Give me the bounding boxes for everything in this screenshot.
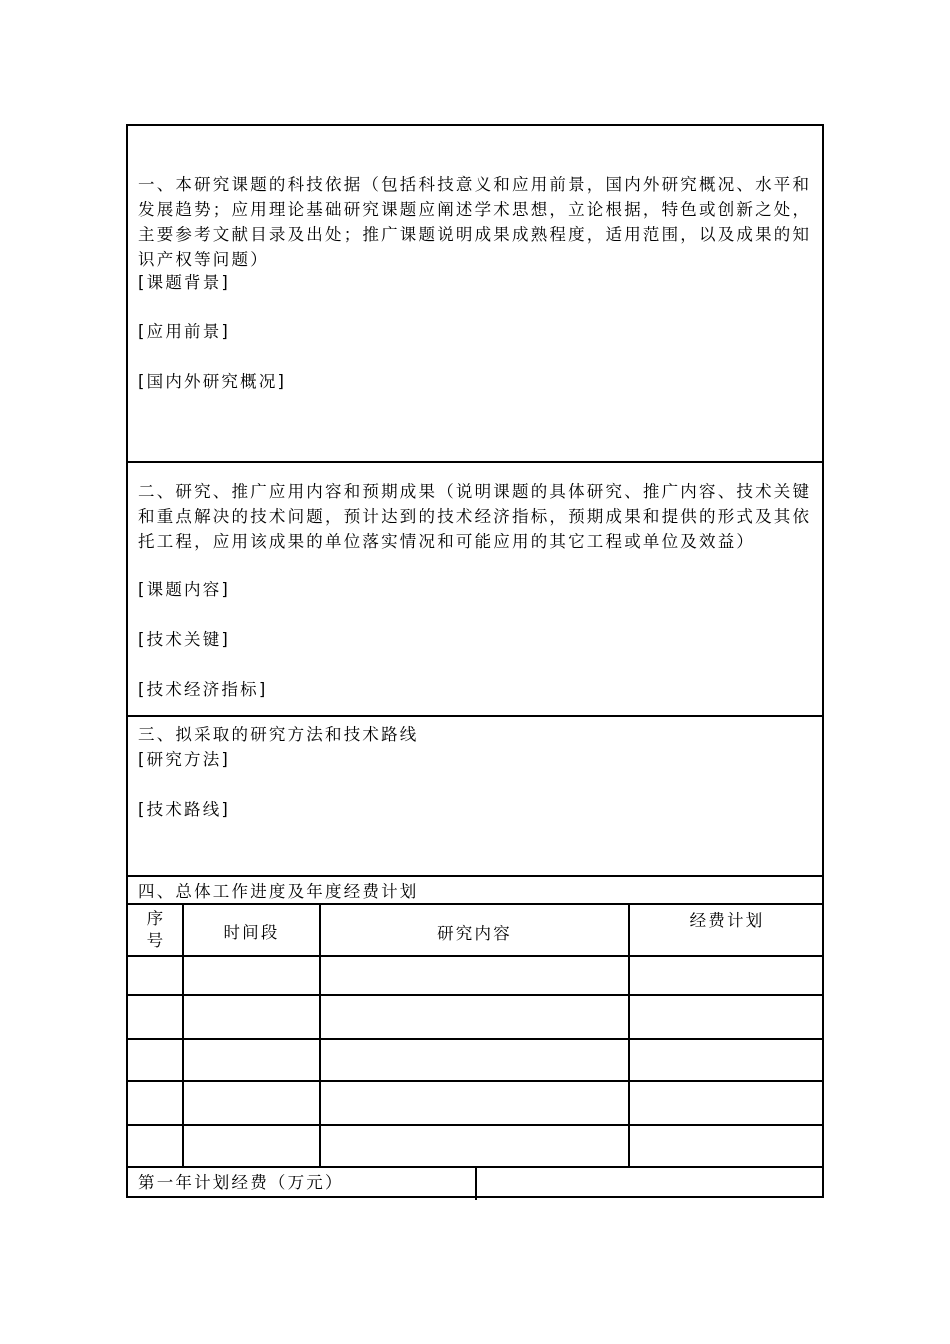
section-4 [128, 875, 822, 1198]
section-4-heading: 四、总体工作进度及年度经费计划 [138, 882, 419, 901]
field-method[interactable]: [研究方法] [138, 750, 231, 769]
table-header-border [128, 955, 822, 957]
table-cell[interactable] [322, 1041, 627, 1079]
field-background[interactable]: [课题背景] [138, 273, 231, 292]
column-divider [628, 903, 630, 1166]
header-content: 研究内容 [437, 924, 512, 943]
table-cell[interactable] [131, 1083, 181, 1123]
table-cell[interactable] [631, 997, 823, 1037]
section-2-heading: 二、研究、推广应用内容和预期成果（说明课题的具体研究、推广内容、技术关键和重点解决的技术问题，预计达到的技术经济指标，预期成果和提供的形式及其依托工程，应用该成果的单位落实情况和可能应用的其它工程或单位及效益） [138, 482, 812, 551]
table-cell[interactable] [185, 1083, 318, 1123]
field-prospect[interactable]: [应用前景] [138, 322, 231, 341]
table-cell[interactable] [185, 1127, 318, 1165]
table-row-border [128, 1124, 822, 1126]
section-3-heading: 三、拟采取的研究方法和技术路线 [138, 725, 419, 744]
table-cell[interactable] [631, 1083, 823, 1123]
field-route[interactable]: [技术路线] [138, 800, 231, 819]
table-cell[interactable] [322, 997, 627, 1037]
table-cell[interactable] [131, 958, 181, 993]
header-budget: 经费计划 [689, 911, 765, 930]
table-row-border [128, 1038, 822, 1040]
section-1 [128, 126, 822, 461]
table-cell[interactable] [322, 1083, 627, 1123]
section-3 [128, 715, 822, 875]
footer-label: 第一年计划经费（万元） [138, 1173, 344, 1192]
table-cell[interactable] [185, 997, 318, 1037]
table-cell[interactable] [131, 1041, 181, 1079]
table-cell[interactable] [631, 1127, 823, 1165]
table-row-border [128, 1080, 822, 1082]
table-cell[interactable] [631, 958, 823, 993]
table-row-border [128, 994, 822, 996]
field-key-tech[interactable]: [技术关键] [138, 630, 231, 649]
table-cell[interactable] [185, 958, 318, 993]
field-econ-indicators[interactable]: [技术经济指标] [138, 680, 268, 699]
application-form [126, 124, 824, 1198]
footer-value-cell[interactable] [477, 1168, 822, 1200]
section-1-heading: 一、本研究课题的科技依据（包括科技意义和应用前景，国内外研究概况、水平和发展趋势；应用理论基础研究课题应阐述学术思想，立论根据，特色或创新之处，主要参考文献目录及出处；推广课题说明成果成熟程度，适用范围，以及成果的知识产权等问题） [138, 175, 812, 269]
table-cell[interactable] [131, 1127, 181, 1165]
section-2 [128, 461, 822, 715]
header-no [136, 908, 176, 952]
table-cell[interactable] [185, 1041, 318, 1079]
table-cell[interactable] [322, 958, 627, 993]
header-period: 时间段 [223, 923, 280, 942]
field-research-overview[interactable]: [国内外研究概况] [138, 372, 287, 391]
header-no-char: 号 [146, 931, 166, 950]
table-cell[interactable] [131, 997, 181, 1037]
field-content[interactable]: [课题内容] [138, 580, 231, 599]
table-cell[interactable] [631, 1041, 823, 1079]
header-no-char: 序 [146, 909, 166, 928]
table-top-border [128, 903, 822, 905]
table-cell[interactable] [322, 1127, 627, 1165]
